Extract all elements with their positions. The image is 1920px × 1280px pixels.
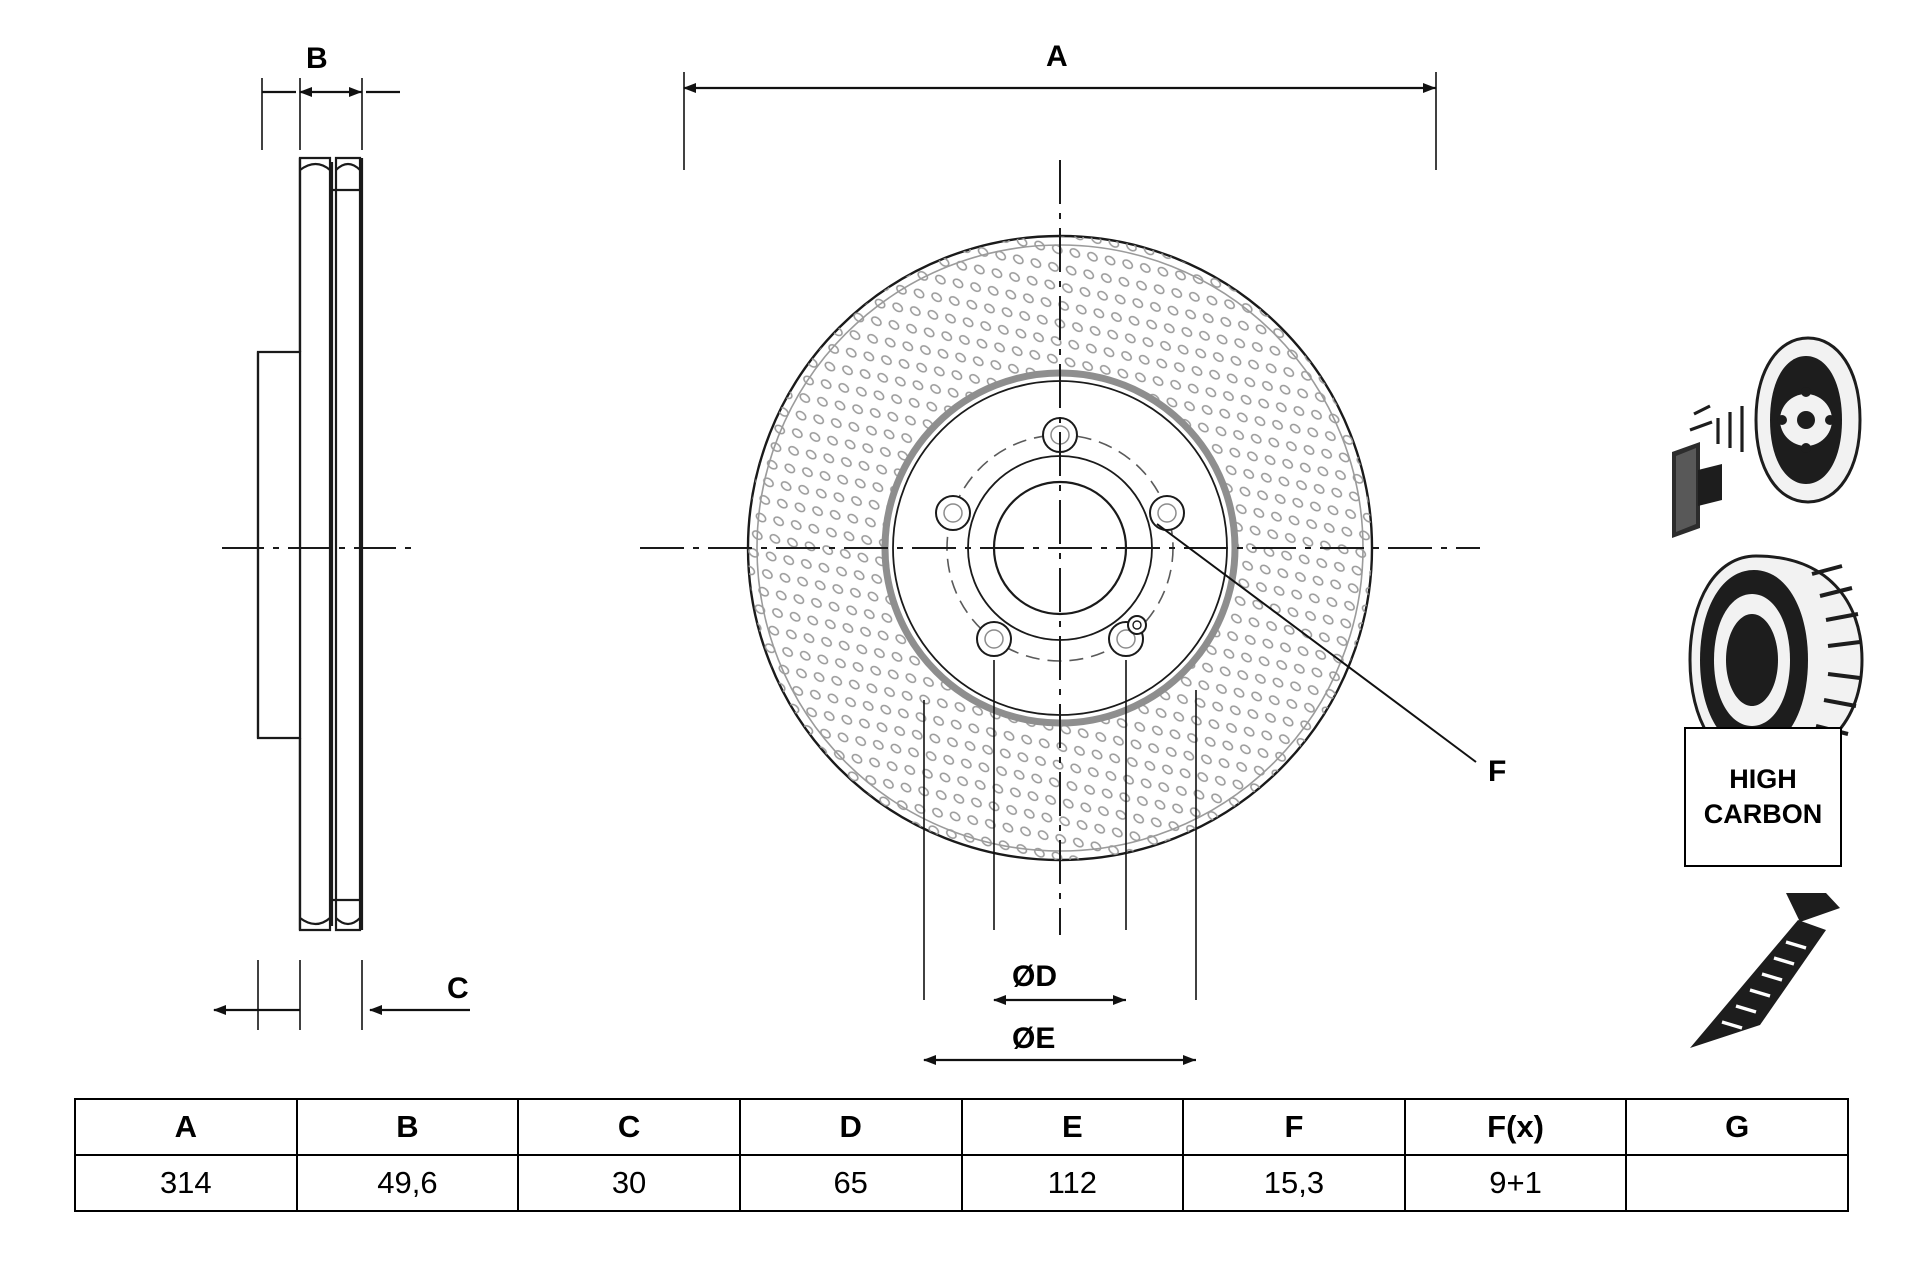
label-c: C [447, 972, 469, 1005]
front-view-group [640, 72, 1480, 1060]
high-carbon-badge [1684, 727, 1842, 867]
label-diameter-e: ØE [1012, 1022, 1056, 1055]
value-a: 314 [75, 1155, 297, 1211]
col-header-e: E [962, 1099, 1184, 1155]
fixing-screw-hole [1128, 616, 1146, 634]
dimension-table [74, 1098, 1849, 1212]
label-b: B [306, 42, 328, 75]
label-a: A [1046, 40, 1068, 73]
wheel-speed-sensor-icon [1672, 338, 1860, 538]
value-f: 15,3 [1183, 1155, 1405, 1211]
col-header-d: D [740, 1099, 962, 1155]
fixing-screw-icon [1690, 893, 1840, 1048]
col-header-c: C [518, 1099, 740, 1155]
value-d: 65 [740, 1155, 962, 1211]
col-header-g: G [1626, 1099, 1848, 1155]
side-view-group [214, 78, 470, 1030]
value-e: 112 [962, 1155, 1184, 1211]
dimension-table-value-row [75, 1155, 1848, 1211]
value-g [1626, 1155, 1848, 1211]
value-b: 49,6 [297, 1155, 519, 1211]
col-header-a: A [75, 1099, 297, 1155]
value-fx: 9+1 [1405, 1155, 1627, 1211]
value-c: 30 [518, 1155, 740, 1211]
high-carbon-line-1: HIGH [1729, 764, 1797, 795]
high-carbon-line-2: CARBON [1703, 799, 1823, 829]
col-header-fx: F(x) [1405, 1099, 1627, 1155]
icon-column [1672, 338, 1862, 1048]
label-f: F [1488, 755, 1507, 788]
col-header-f: F [1183, 1099, 1405, 1155]
col-header-b: B [297, 1099, 519, 1155]
dimension-table-header-row [75, 1099, 1848, 1155]
label-diameter-d: ØD [1012, 960, 1057, 993]
